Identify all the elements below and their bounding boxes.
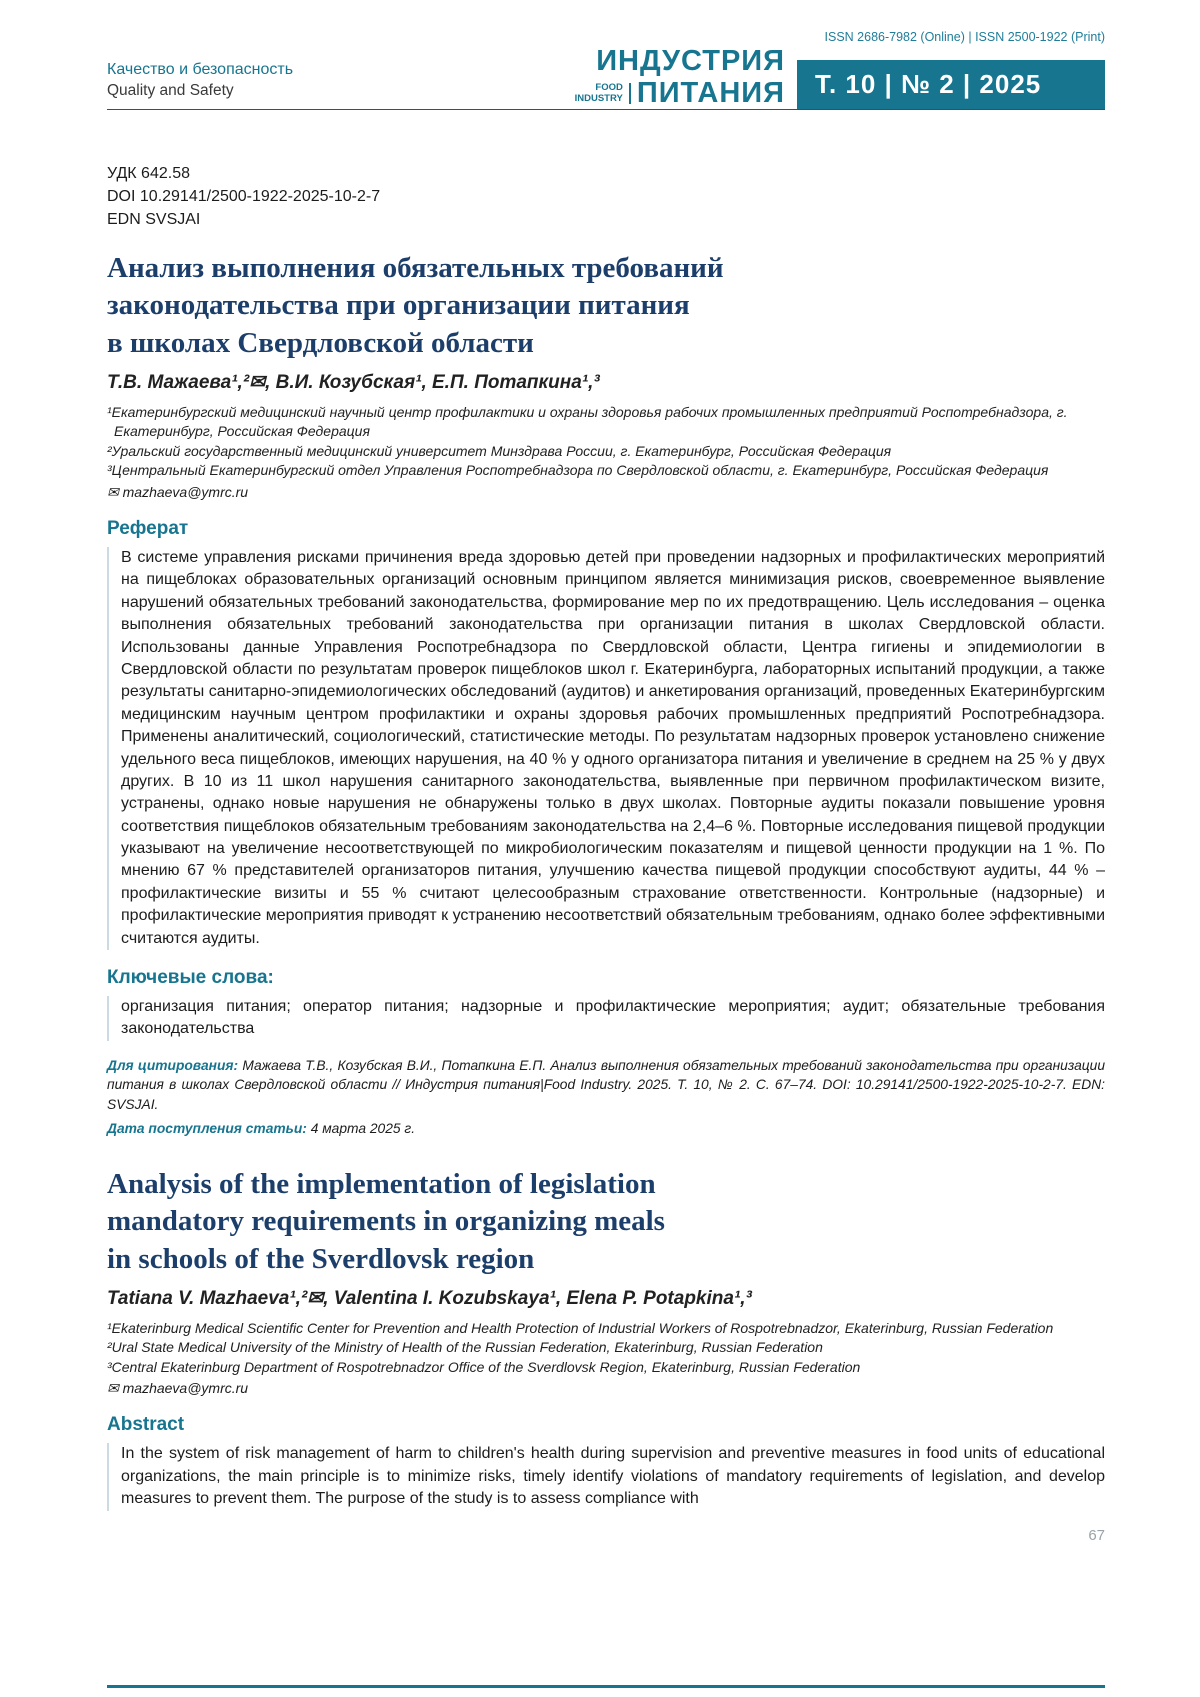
doi-code: DOI 10.29141/2500-1922-2025-10-2-7 (107, 188, 381, 206)
for-citation-label: Для цитирования: (107, 1057, 239, 1073)
footer-divider-line (107, 1685, 1105, 1688)
journal-section-name-ru: Качество и безопасность (107, 61, 294, 78)
affiliation-ru-2: ²Уральский государственный медицинский университет Минздрава России, г. Екатеринбург, Российская Федерация (107, 442, 892, 459)
journal-logo-and-issue (575, 47, 1105, 109)
keywords-heading: Ключевые слова: (107, 967, 274, 989)
title-ru-line-3: в школах Свердловской области (107, 326, 534, 359)
title-ru-line-2: законодательства при организации питания (107, 289, 690, 322)
authors-ru: Т.В. Мажаева¹,²✉, В.И. Козубская¹, Е.П. Потапкина¹,³ (107, 371, 600, 393)
affiliation-en-3: ³Central Ekaterinburg Department of Rospotrebnadzor Office of the Sverdlovsk Region, Ekaterinburg, Russian Federation (107, 1358, 861, 1375)
issue-volume-box: Т. 10 | № 2 | 2025 (797, 60, 1105, 109)
journal-header (107, 47, 1105, 110)
affiliation-en-2: ²Ural State Medical University of the Ministry of Health of the Russian Federation, Ekaterinburg, Russian Federation (107, 1339, 823, 1356)
for-citation-text: Мажаева Т.В., Козубская В.И., Потапкина Е.П. Анализ выполнения обязательных требований законодательства при организации питания в школах Свердловской области // Индустрия питания|Food Industry. 2025. Т. 10, № 2. С. 67–74. DOI: 10.29141/2500-1922-2025-10-2-7. EDN: SVSJAI. (107, 1057, 1105, 1112)
corresponding-email-en[interactable] (107, 1380, 1105, 1397)
corresponding-email-ru[interactable] (107, 484, 1105, 501)
logo-food-industry (575, 83, 631, 104)
logo-word-pitaniya: ПИТАНИЯ (636, 77, 785, 109)
keywords-text: организация питания; оператор питания; надзорные и профилактические мероприятия; аудит; обязательные требования законодательства (107, 996, 1105, 1041)
email-link-en[interactable]: ✉ mazhaeva@ymrc.ru (107, 1380, 249, 1397)
affiliation-ru-1: ¹Екатеринбургский медицинский научный центр профилактики и охраны здоровья рабочих промышленных предприятий Роспотребнадзора, г. Екатеринбург, Российская Федерация (107, 403, 1068, 440)
abstract-text-ru: В системе управления рисками причинения вреда здоровью детей при проведении надзорных и профилактических мероприятий на пищеблоках образовательных организаций основным принципом является минимизация рисков, своевременное выявление нарушений обязательных требований законодательства, формирование мер по их предотвращению. Цель исследования – оценка выполнения обязательных требований законодательства при организации питания в школах Свердловской области. Использованы данные Управления Роспотребнадзора по Свердловской области, Центра гигиены и эпидемиологии в Свердловской области по результатам проверок пищеблоков школ г. Екатеринбурга, лабораторных испытаний продукции, а также результаты санитарно-эпидемиологических обследований (аудитов) и анкетирования организаций, проведенных Екатеринбургским медицинским научным центром профилактики и охраны здоровья рабочих промышленных предприятий Роспотребнадзора. Применены аналитический, социологический, статистические методы. По результатам надзорных проверок установлено снижение удельного веса пищеблоков, имеющих нарушения, на 40 % у одного организатора питания и увеличение в среднем на 25 % у двух других. В 10 из 11 школ нарушения санитарного законодательства, выявленные при первичном профилактическом визите, устранены, однако новые нарушения не обнаружены только в двух школах. Повторные аудиты показали повышение уровня соответствия пищеблоков обязательным требованиям законодательства на 2,4–6 %. Повторные исследования пищевой продукции указывают на увеличение несоответствующей по микробиологическим показателям и пищевой ценности продукции на 1 %. По мнению 67 % представителей организаторов питания, улучшению качества пищевой продукции способствуют аудиты, 44 % – профилактические визиты и 55 % считают целесообразным страхование ответственности. Контрольные (надзорные) и профилактические мероприятия приводят к устранению несоответствий обязательным требованиям, однако более эффективными считаются аудиты. (107, 547, 1105, 950)
title-en-line-3: in schools of the Sverdlovsk region (107, 1242, 535, 1275)
abstract-text-en: In the system of risk management of harm to children's health during supervision and preventive measures in food units of educational organizations, the main principle is to minimize risks, timely identify violations of mandatory requirements of legislation, and develop measures to prevent them. The purpose of the study is to assess compliance with (107, 1443, 1105, 1510)
abstract-heading-en: Abstract (107, 1414, 185, 1436)
english-section (107, 1166, 1105, 1511)
article-title-en (107, 1166, 1105, 1279)
udk-code: УДК 642.58 (107, 165, 190, 182)
edn-code: EDN SVSJAI (107, 211, 201, 229)
journal-logo (575, 47, 785, 109)
received-date-label: Дата поступления статьи: (107, 1120, 307, 1136)
authors-en: Tatiana V. Mazhaeva¹,²✉, Valentina I. Kozubskaya¹, Elena P. Potapkina¹,³ (107, 1287, 752, 1309)
title-en-line-2: mandatory requirements in organizing meals (107, 1205, 665, 1238)
abstract-heading-ru: Реферат (107, 518, 189, 539)
received-date-block (107, 1121, 1105, 1136)
issn-line: ISSN 2686-7982 (Online) | ISSN 2500-1922 (Print) (824, 30, 1105, 44)
email-link-ru[interactable]: ✉ mazhaeva@ymrc.ru (107, 484, 249, 500)
affiliations-en (107, 1319, 1105, 1378)
journal-section-names (107, 61, 293, 109)
logo-word-industriya: ИНДУСТРИЯ (596, 45, 785, 77)
title-ru-line-1: Анализ выполнения обязательных требований (107, 251, 724, 284)
article-identifiers (107, 162, 1105, 232)
affiliation-ru-3: ³Центральный Екатеринбургский отдел Управления Роспотребнадзора по Свердловской области, г. Екатеринбург, Российская Федерация (107, 462, 1049, 479)
logo-bottom-row (575, 79, 785, 108)
logo-word-industry: INDUSTRY (574, 92, 623, 104)
page-number: 67 (1088, 1526, 1105, 1544)
title-en-line-1: Analysis of the implementation of legislation (107, 1167, 656, 1200)
affiliation-en-1: ¹Ekaterinburg Medical Scientific Center for Prevention and Health Protection of Industrial Workers of Rospotrebnadzor, Ekaterinburg, Russian Federation (107, 1319, 1054, 1336)
logo-word-food: FOOD (595, 82, 623, 94)
for-citation-block (107, 1056, 1105, 1115)
journal-section-name-en: Quality and Safety (107, 82, 234, 99)
received-date-value: 4 марта 2025 г. (310, 1120, 416, 1136)
affiliations-ru (107, 403, 1105, 481)
article-title-ru (107, 250, 1105, 363)
